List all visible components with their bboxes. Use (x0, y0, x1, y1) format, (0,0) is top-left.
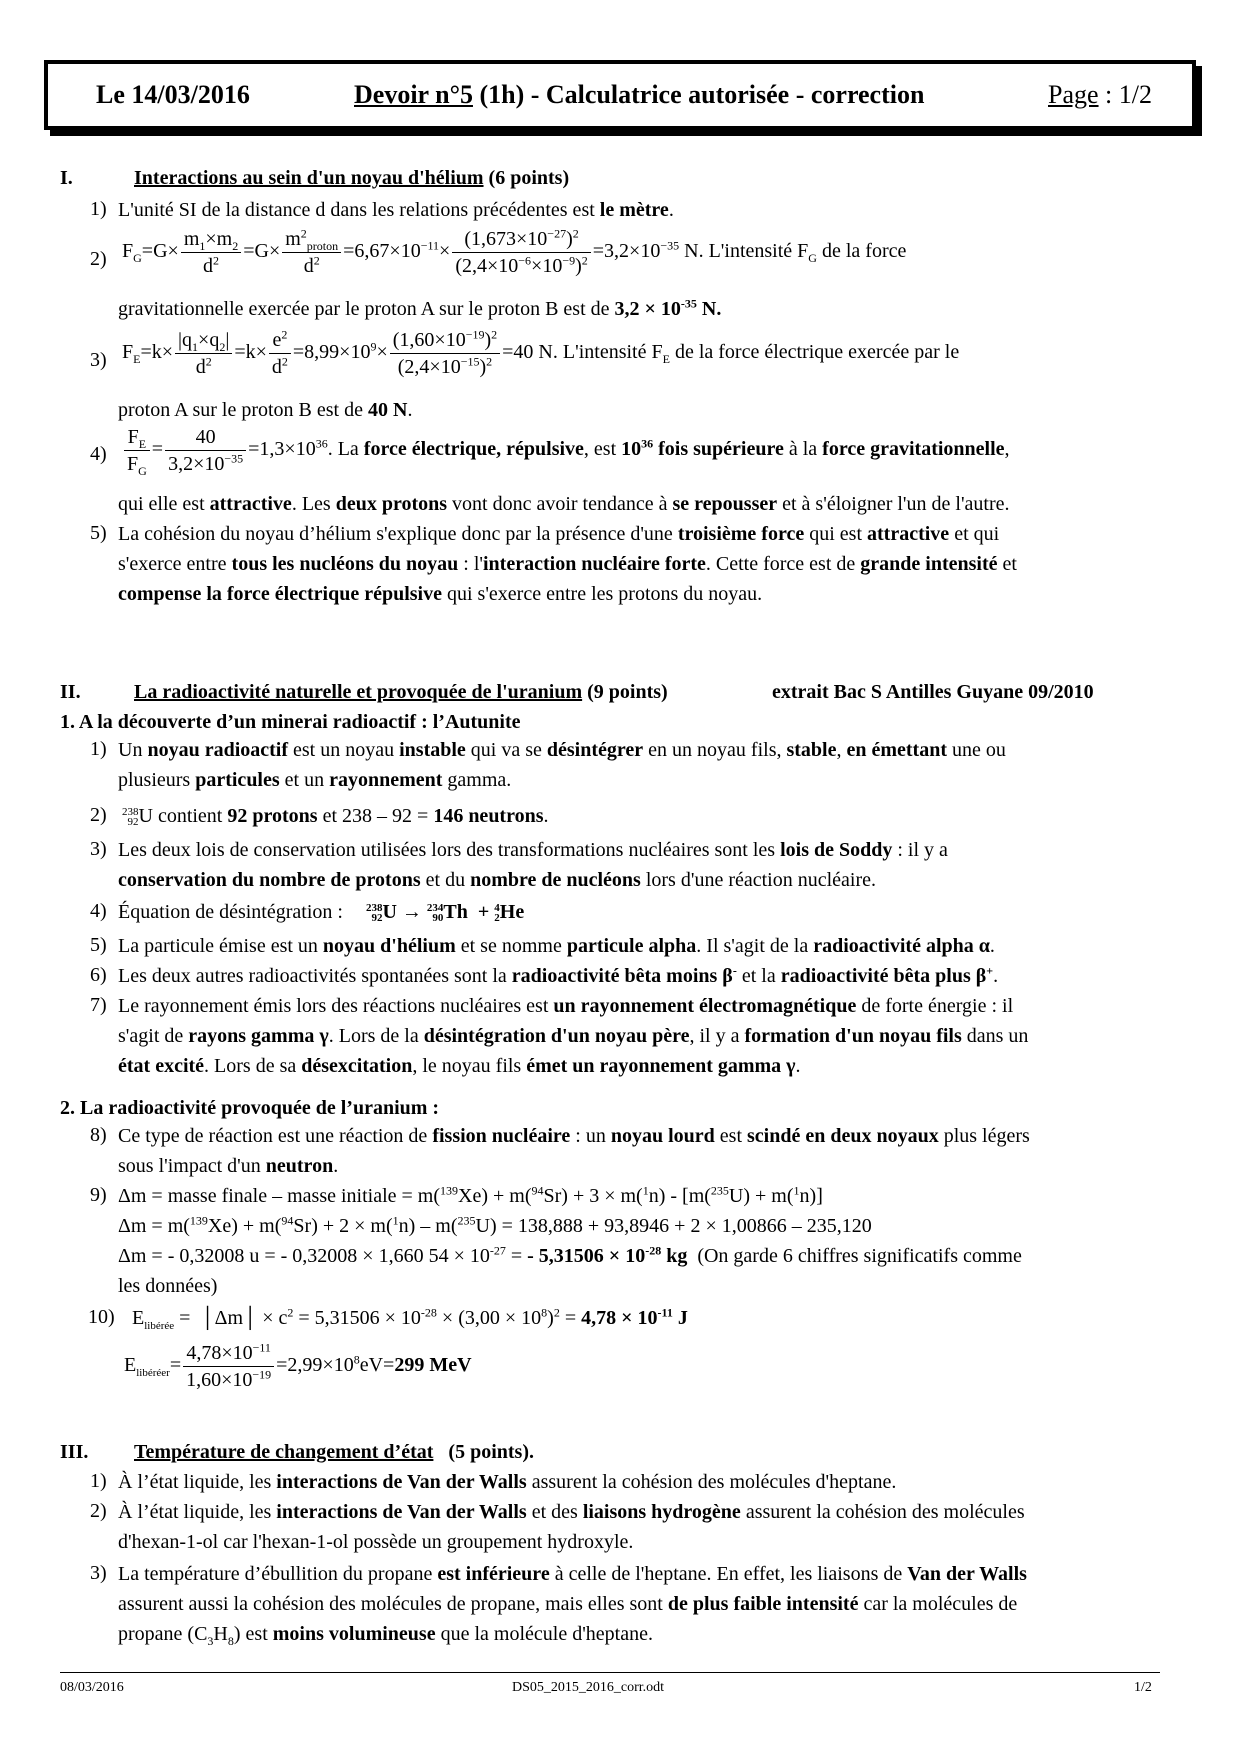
header-box (44, 60, 1196, 130)
s2-q3-line2: conservation du nombre de protons et du nombre de nucléons lors d'une réaction nucléaire. (118, 869, 877, 891)
s1-q2-formula: $F_G=G\times$ $\frac{m_1\times m_2}{d^2}$ =G× $\frac{m^2_{proton}}{d^2}$ $=6,67\times 10^{-11}\times$ $\frac{(1,673\times 10^{-27})^2}{(2,4\times 10^{-6}\times 10^{-9})^2}$ $=3,2\times 10^{-35}$ N. L'intensité $F_G$ de la force (122, 226, 907, 277)
header-page: Page : 1/2 (1048, 80, 1152, 109)
s2-q1-line2: plusieurs particules et un rayonnement gamma. (118, 769, 512, 791)
s2-q9-line1: Δm = masse finale – masse initiale = m($^{139}$Xe) + m($^{94}$Sr) + 3 × m($^1$n) - [m($^{235}$U) + m($^1$n)] (118, 1183, 823, 1207)
footer-filename: DS05_2015_2016_corr.odt (512, 1680, 665, 1695)
s1-q5-line1: La cohésion du noyau d’hélium s'explique donc par la présence d'une troisième force qui est attractive et qui (118, 523, 1000, 545)
s2-q7-line2: s'agit de rayons gamma γ. Lors de la désintégration d'un noyau père, il y a formation d'un noyau fils dans un (118, 1025, 1029, 1047)
footer-date: 08/03/2016 (60, 1680, 124, 1695)
s2-part1-title: 1. A la découverte d’un minerai radioactif : l’Autunite (60, 711, 521, 733)
s1-q3-formula: $F_E=k\times$ $\frac{|q_1\times q_2|}{d^2}$ =k× $\frac{e^2}{d^2}$ $=8,99\times 10^9\times$ $\frac{(1,60\times 10^{-19})^2}{(2,4\times 10^{-15})^2}$ =40 N. L'intensité $F_E$ de la force électrique exercée par le (122, 327, 960, 378)
s1-q5-line2: s'exerce entre tous les nucléons du noyau : l'interaction nucléaire forte. Cette force est de grande intensité et (118, 553, 1017, 575)
header-title: Devoir n°5 (1h) - Calculatrice autorisée - correction (354, 80, 925, 109)
s2-q9-line4: les données) (118, 1275, 218, 1297)
section-1-title: Interactions au sein d'un noyau d'hélium (6 points) (134, 167, 570, 189)
s2-q5: La particule émise est un noyau d'hélium et se nomme particule alpha. Il s'agit de la radioactivité alpha α. (118, 935, 995, 957)
s1-q5-line3: compense la force électrique répulsive qui s'exerce entre les protons du noyau. (118, 583, 763, 605)
s2-q2: 238 92U contient 92 protons et 238 – 92 = 146 neutrons. (122, 805, 549, 829)
s3-q1: À l’état liquide, les interactions de Van der Walls assurent la cohésion des molécules d'heptane. (118, 1471, 897, 1493)
s2-q7-line3: état excité. Lors de sa désexcitation, le noyau fils émet un rayonnement gamma γ. (118, 1055, 801, 1077)
footer-page: 1/2 (1134, 1680, 1152, 1695)
s1-q3-line2: proton A sur le proton B est de 40 N. (118, 399, 413, 421)
s2-q10-formula: $E_{libéréer}=$ $\frac{4,78\times 10^{-11}}{1,60\times 10^{-19}}$ $=2,99\times 10^8eV=299$ MeV (124, 1340, 472, 1391)
footer-rule (60, 1672, 1160, 1673)
s2-q7-line1: Le rayonnement émis lors des réactions nucléaires est un rayonnement électromagnétique de forte énergie : il (118, 995, 1014, 1017)
section-2-number: II. (60, 681, 81, 703)
s1-q1: L'unité SI de la distance d dans les relations précédentes est le mètre. (118, 199, 674, 221)
section-3-number: III. (60, 1441, 89, 1463)
section-2-extract: extrait Bac S Antilles Guyane 09/2010 (772, 681, 1094, 703)
s3-q3-line3: propane $(C_3H_8)$ est moins volumineuse que la molécule d'heptane. (118, 1623, 653, 1648)
s1-q4-line2: qui elle est attractive. Les deux protons vont donc avoir tendance à se repousser et à s'éloigner l'un de l'autre. (118, 493, 1010, 515)
s2-q6: Les deux autres radioactivités spontanées sont la radioactivité bêta moins β- et la radioactivité bêta plus β+. (118, 963, 999, 987)
s2-q9-line2: Δm = m($^{139}$Xe) + m($^{94}$Sr) + 2 × m($^1$n) – m($^{235}$U) = 138,888 + 93,8946 + 2 × 1,00866 – 235,120 (118, 1213, 872, 1237)
s2-q4: Équation de désintégration : 238 92U → 234 90Th + 4 2He (118, 901, 525, 925)
s1-q2-line2: gravitationnelle exercée par le proton A sur le proton B est de $3,2 \times 10^{-35}$ N. (118, 296, 722, 320)
s2-q1-line1: Un noyau radioactif est un noyau instable qui va se désintégrer en un noyau fils, stable, en émettant une ou (118, 739, 1006, 761)
s3-q3-line1: La température d’ébullition du propane est inférieure à celle de l'heptane. En effet, les liaisons de Van der Walls (118, 1563, 1027, 1585)
section-1-number: I. (60, 167, 73, 189)
s2-q8-line2: sous l'impact d'un neutron. (118, 1155, 339, 1177)
s3-q2-line2: d'hexan-1-ol car l'hexan-1-ol possède un groupement hydroxyle. (118, 1531, 634, 1553)
section-3-title: Température de changement d’état (5 points). (134, 1441, 534, 1463)
s2-q9-line3: Δm = - 0,32008 u = - 0,32008 × 1,660 $54 \times 10^{-27}$ = - $5,31506 \times 10^{-28}$ kg (On garde 6 chiffres significatifs comme (118, 1243, 1022, 1267)
header-date: Le 14/03/2016 (96, 80, 250, 109)
document-page: Le 14/03/2016 Devoir n°5 (1h) - Calculatrice autorisée - correction Page : 1/2 I. Interactions au sein d'un noyau d'hélium (6 points) 1) L'unité SI de la distance d dans les relations précédentes est le mètre. 2) $F_G=G\times$ $\frac{m_1\times m_2}{d^2}$ =G× $\frac{m^2_{proton}}{d^2}$ $=6,67\times 10^{-11}\times$ $\frac{(1,673\times 10^{-27})^2}{(2,4\times 10^{-6}\times 10^{-9})^2}$ $=3,2\times 10^{-35}$ N. L'intensité $F_G$ de la force gravitationnelle exercée par le proton A sur le proton B est de $3,2 \times 10^{-35}$ N. 3) $F_E=k\times$ $\frac{|q_1\times q_2|}{d^2}$ =k× $\frac{e^2}{d^2}$ $=8,99\times 10^9\times$ $\frac{(1,60\times 10^{-19})^2}{(2,4\times 10^{-15})^2}$ =40 N. L'intensité $F_E$ de la force électrique exercée par le proton A sur le proton B est de 40 N. 4) $\frac{F_E}{F_G}$ = $\frac{40}{3,2\times 10^{-35}}$ $=1,3\times 10^{36}$. La force électrique, répulsive, est $10^{36}$ fois supérieure à la force gravitationnelle, qui elle est attractive. Les deux protons vont donc avoir tendance à se repousser et à s'éloigner l'un de l'autre. 5) La cohésion du noyau d’hélium s'explique donc par la présence d'une troisième force qui est attractive et qui s'exerce entre tous les nucléons du noyau : l'interaction nucléaire forte. Cette force est de grande intensité et compense la force électrique répulsive qui s'exerce entre les protons du noyau. II. La radioactivité naturelle et provoquée de l'uranium (9 points) extrait Bac S Antilles Guyane 09/2010 1. A la découverte d’un minerai radioactif : l’Autunite 1) Un noyau radioactif est un noyau instable qui va se désintégrer en un noyau fils, stable, en émettant une ou plusieurs particules et un rayonnement gamma. 2) 238 92U contient 92 protons et 238 – 92 = 146 neutrons. 3) Les deux lois de conservation utilisées lors des transformations nucléaires sont les lois de Soddy : il y a conservation du nombre de protons et du nombre de nucléons lors d'une réaction nucléaire. 4) Équation de désintégration : 238 92U → 234 90Th + 4 2He 5) La particule émise est un noyau d'hélium et se nomme particule alpha. Il s'agit de la radioactivité alpha α. 6) Les deux autres radioactivités spontanées sont la radioactivité bêta moins β- et la radioactivité bêta plus β+. 7) Le rayonnement émis lors des réactions nucléaires est un rayonnement électromagnétique de forte énergie : il s'agit de rayons gamma γ. Lors de la désintégration d'un noyau père, il y a formation d'un noyau fils dans un état excité. Lors de sa désexcitation, le noyau fils émet un rayonnement gamma γ. 2. La radioactivité provoquée de l’uranium : 8) Ce type de réaction est une réaction de fission nucléaire : un noyau lourd est scindé en deux noyaux plus légers sous l'impact d'un neutron. 9) Δm = masse finale – masse initiale = m($^{139}$Xe) + m($^{94}$Sr) + 3 × m($^1$n) - [m($^{235}$U) + m($^1$n)] Δm = m($^{139}$Xe) + m($^{94}$Sr) + 2 × m($^1$n) – m($^{235}$U) = 138,888 + 93,8946 + 2 × 1,00866 – 235,120 Δm = - 0,32008 u = - 0,32008 × 1,660 $54 \times 10^{-27}$ = - $5,31506 \times 10^{-28}$ kg (On garde 6 chiffres significatifs comme les données) 10) $E_{libérée}$ = │Δm│ × $c^2 = 5,31506 \times 10^{-28} \times (3,00 \times 10^8)^2 = 4,78 \times 10^{-11}$ J $E_{libéréer}=$ $\frac{4,78\times 10^{-11}}{1,60\times 10^{-19}}$ $=2,99\times 10^8eV=299$ MeV III. Température de changement d’état (5 points). 1) À l’état liquide, les interactions de Van der Walls assurent la cohésion des molécules d'heptane. 2) À l’état liquide, les interactions de Van der Walls et des liaisons hydrogène assurent la cohésion des molécules d'hexan-1-ol car l'hexan-1-ol possède un groupement hydroxyle. 3) La température d’ébullition du propane est inférieure à celle de l'heptane. En effet, les liaisons de Van der Walls assurent aussi la cohésion des molécules de propane, mais elles sont de plus faible intensité car la molécules de propane $(C_3H_8)$ est moins volumineuse que la molécule d'heptane. 08/03/2016 DS05_2015_2016_corr.odt 1/2 (0, 0, 1240, 1754)
s3-q3-line2: assurent aussi la cohésion des molécules de propane, mais elles sont de plus faible intensité car la molécules de (118, 1593, 1018, 1615)
s3-q2-line1: À l’état liquide, les interactions de Van der Walls et des liaisons hydrogène assurent la cohésion des molécules (118, 1501, 1025, 1523)
s2-q10-line1: $E_{libérée}$ = │Δm│ × $c^2 = 5,31506 \times 10^{-28} \times (3,00 \times 10^8)^2 = 4,78 \times 10^{-11}$ J (132, 1305, 688, 1332)
s2-q3-line1: Les deux lois de conservation utilisées lors des transformations nucléaires sont les lois de Soddy : il y a (118, 839, 948, 861)
s1-q4-formula: $\frac{F_E}{F_G}$ = $\frac{40}{3,2\times 10^{-35}}$ $=1,3\times 10^{36}$. La force électrique, répulsive, est $10^{36}$ fois supérieure à la force gravitationnelle, (122, 424, 1010, 477)
s2-q8-line1: Ce type de réaction est une réaction de fission nucléaire : un noyau lourd est scindé en deux noyaux plus légers (118, 1125, 1030, 1147)
s2-part2-title: 2. La radioactivité provoquée de l’uranium : (60, 1097, 440, 1119)
section-2-title: La radioactivité naturelle et provoquée de l'uranium (9 points) (134, 681, 668, 703)
